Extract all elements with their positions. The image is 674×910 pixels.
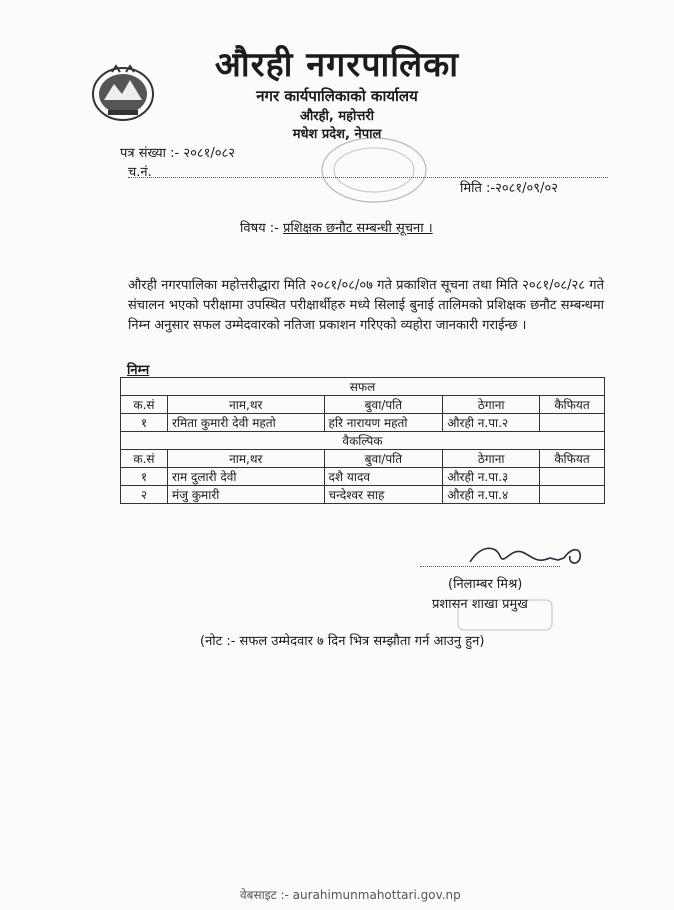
municipality-title: औरही नगरपालिका [214, 45, 460, 85]
cell-remarks [540, 486, 605, 504]
dispatch-number: च.नं. [128, 165, 152, 180]
cell-sn: २ [121, 486, 168, 504]
table-row [121, 468, 605, 486]
col-name: नाम,थर [167, 396, 324, 414]
col-father-husband: बुवा/पति [324, 450, 443, 468]
col-father-husband: बुवा/पति [324, 396, 443, 414]
col-sn: क.सं [121, 450, 168, 468]
cell-father-husband: चन्देश्वर साह [324, 486, 443, 504]
cell-name: रमिता कुमारी देवी महतो [167, 414, 324, 432]
cell-address: औरही न.पा.४ [443, 486, 540, 504]
table-row [121, 486, 605, 504]
col-remarks: कैफियत [540, 450, 605, 468]
cell-name: मंजु कुमारी [167, 486, 324, 504]
office-stamp [318, 134, 430, 206]
cell-address: औरही न.पा.२ [443, 414, 540, 432]
table-header-row [121, 396, 605, 414]
subject-prefix: विषय :- [240, 221, 283, 236]
signature-dotted-line [420, 566, 560, 567]
cell-remarks [540, 414, 605, 432]
cell-name: राम दुलारी देवी [167, 468, 324, 486]
section-heading-successful: सफल [121, 378, 605, 396]
following-label: निम्न [127, 363, 150, 378]
address-line-1: औरही, महोत्तरी [299, 109, 375, 124]
signatory-post: प्रशासन शाखा प्रमुख [432, 597, 528, 612]
col-address: ठेगाना [443, 396, 540, 414]
col-address: ठेगाना [443, 450, 540, 468]
col-sn: क.सं [121, 396, 168, 414]
col-name: नाम,थर [167, 450, 324, 468]
cell-address: औरही न.पा.३ [443, 468, 540, 486]
notice-body: औरही नगरपालिका महोत्तरीद्धारा मिति २०८१/०८/०७ गते प्रकाशित सूचना तथा मिति २०८१/०८/२८ गते संचालन भएको परीक्षामा उपस्थित परीक्षार्थीहरु मध्ये सिलाई बुनाई तालिमको प्रशिक्षक छनौट सम्बन्धमा निम्न अनुसार सफल उम्मेदवारको नतिजा प्रकाशन गरिएको व्यहोरा जानकारी गराईन्छ । [128, 278, 604, 333]
website-footer: वेबसाइट :- aurahimunmahottari.gov.np [240, 888, 461, 902]
table-header-row [121, 450, 605, 468]
successful-candidates-table [120, 377, 605, 504]
address-line-2: मधेश प्रदेश, नेपाल [292, 127, 382, 142]
subject-text: प्रशिक्षक छनौट सम्बन्धी सूचना । [283, 221, 433, 236]
note-text: (नोट :- सफल उम्मेदवार ७ दिन भित्र सम्झौता गर्न आउनु हुन) [200, 634, 485, 649]
cell-remarks [540, 468, 605, 486]
cell-father-husband: दशै यादव [324, 468, 443, 486]
section-heading-alternate: वैकल्पिक [121, 432, 605, 450]
reference-number: पत्र संख्या :- २०८१/०८२ [120, 146, 236, 161]
signatory-name: (निलाम्बर मिश्र) [448, 577, 523, 592]
handwritten-signature [440, 538, 590, 574]
signature-stamp [448, 594, 558, 634]
cell-sn: १ [121, 468, 168, 486]
office-name: नगर कार्यपालिकाको कार्यालय [256, 87, 418, 105]
col-remarks: कैफियत [540, 396, 605, 414]
cell-sn: १ [121, 414, 168, 432]
cell-father-husband: हरि नारायण महतो [324, 414, 443, 432]
letter-date: मिति :-२०८१/०९/०२ [460, 181, 558, 196]
subject-line [240, 218, 433, 236]
table-row [121, 414, 605, 432]
